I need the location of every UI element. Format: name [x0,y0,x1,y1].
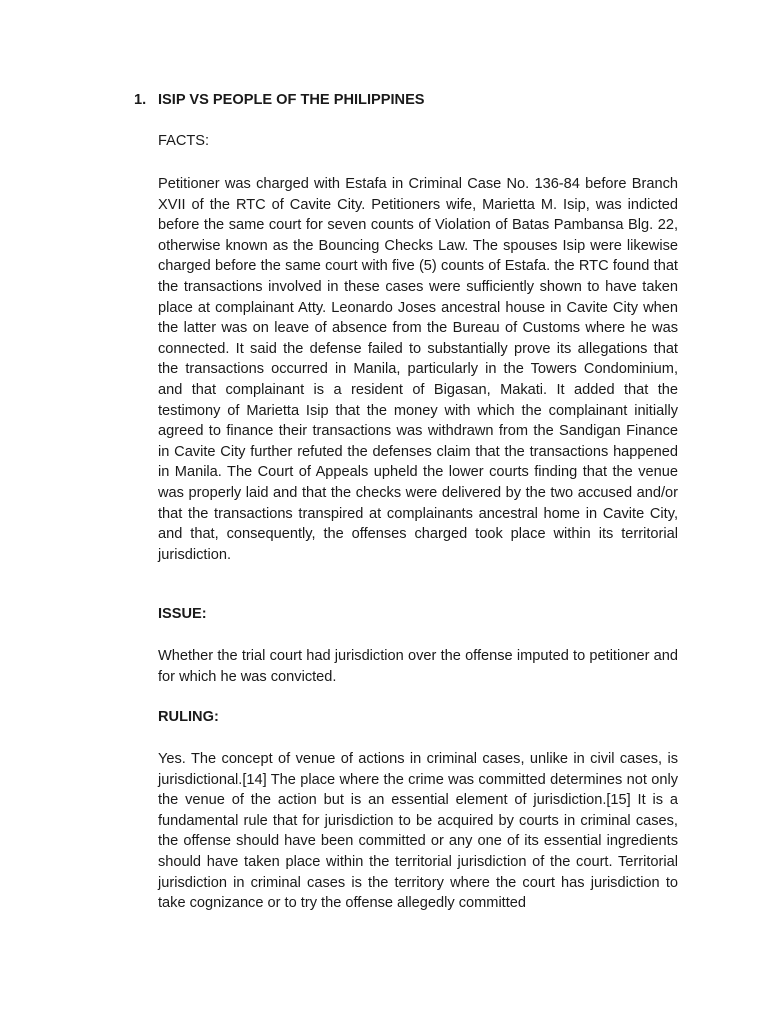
case-heading [134,92,425,108]
issue-label: ISSUE: [158,606,207,622]
ruling-label: RULING: [158,709,219,725]
issue-paragraph: Whether the trial court had jurisdiction over the offense imputed to petitioner and for which he was convicted. [158,648,678,685]
facts-label: FACTS: [158,133,210,149]
case-title: ISIP VS PEOPLE OF THE PHILIPPINES [158,92,425,108]
case-number: 1. [134,92,147,108]
ruling-paragraph: Yes. The concept of venue of actions in criminal cases, unlike in civil cases, is jurisdictional.[14] The place where the crime was committed determines not only the venue of the action but is an essential element of jurisdiction.[15] It is a fundamental rule that for jurisdiction to be acquired by courts in criminal cases, the offense should have been committed or any one of its essential ingredients should have taken place within the territorial jurisdiction of the court. Territorial jurisdiction in criminal cases is the territory where the court has jurisdiction to take cognizance or to try the offense allegedly committed [158,751,678,912]
facts-paragraph: Petitioner was charged with Estafa in Criminal Case No. 136-84 before Branch XVII of the RTC of Cavite City. Petitioners wife, Marietta M. Isip, was indicted before the same court for seven counts of Violation of Batas Pambansa Blg. 22, otherwise known as the Bouncing Checks Law. The spouses Isip were likewise charged before the same court with five (5) counts of Estafa. the RTC found that the transactions involved in these cases were sufficiently shown to have taken place at complainant Atty. Leonardo Joses ancestral house in Cavite City when the latter was on leave of absence from the Bureau of Customs where he was connected. It said the defense failed to substantially prove its allegations that the transactions occurred in Manila, particularly in the Towers Condominium, and that complainant is a resident of Bigasan, Makati. It added that the testimony of Marietta Isip that the money with which the complainant initially agreed to finance their transactions was withdrawn from the Sandigan Finance in Cavite City further refuted the defenses claim that the transactions happened in Manila. The Court of Appeals upheld the lower courts finding that the venue was properly laid and that the checks were delivered by the two accused and/or that the transactions transpired at complainants ancestral home in Cavite City, and that, consequently, the offenses charged took place within its territorial jurisdiction. [158,176,678,563]
